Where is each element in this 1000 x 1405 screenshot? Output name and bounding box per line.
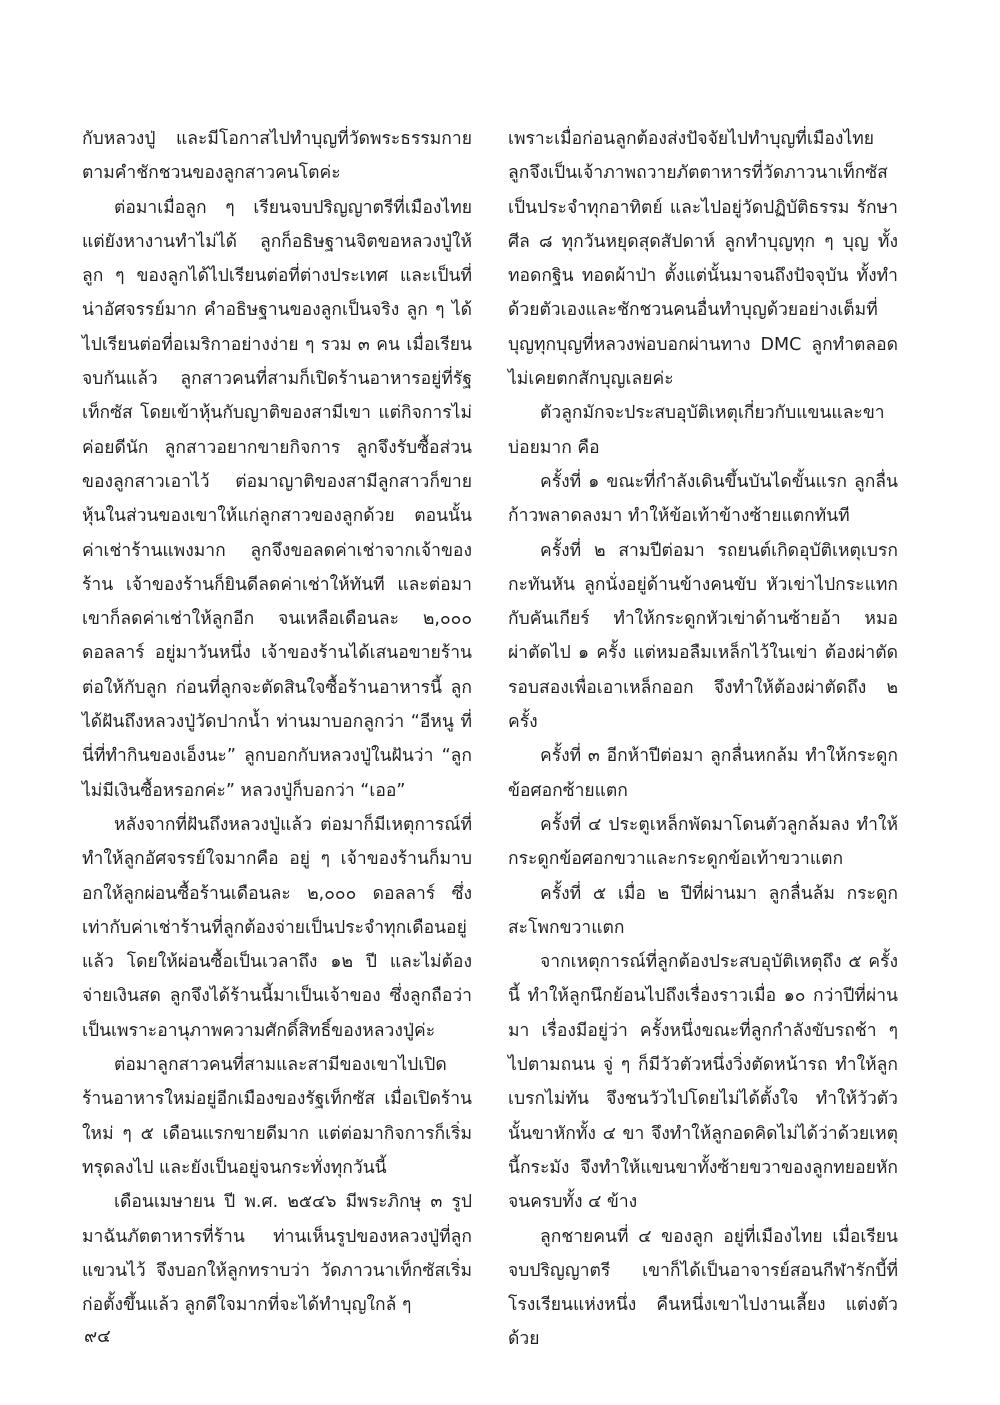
page-number: ๙๔ [84, 1326, 111, 1347]
paragraph: ต่อมาลูกสาวคนที่สามและสามีของเขาไปเปิดร้านอาหารใหม่อยู่อีกเมืองของรัฐเท็กซัส เมื่อเปิดร้านใหม่ ๆ ๕ เดือนแรกขายดีมาก แต่ต่อมากิจการก็เริ่มทรุดลงไป และยังเป็นอยู่จนกระทั่งทุกวันนี้ [82, 1055, 472, 1178]
paragraph: ลูกชายคนที่ ๔ ของลูก อยู่ที่เมืองไทย เมื่อเรียนจบปริญญาตรี เขาก็ได้เป็นอาจารย์สอนกีฬารักบี้ที่โรงเรียนแห่งหนึ่ง คืนหนึ่งเขาไปงานเลี้ยง แต่งตัวด้วย [508, 1226, 898, 1350]
paragraph: ต่อมาเมื่อลูก ๆ เรียนจบปริญญาตรีที่เมืองไทย แต่ยังหางานทำไม่ได้ ลูกก็อธิษฐานจิตขอหลวงปู่ให้ลูก ๆ ของลูกได้ไปเรียนต่อที่ต่างประเทศ และเป็นที่น่าอัศจรรย์มาก คำอธิษฐานของลูกเป็นจริง ลูก ๆ ได้ไปเรียนต่อที่อเมริกาอย่างง่าย ๆ รวม ๓ คน เมื่อเรียนจบกันแล้ว ลูกสาวคนที่สามก็เปิดร้านอาหารอยู่ที่รัฐเท็กซัส โดยเข้าหุ้นกับญาติของสามีเขา แต่กิจการไม่ค่อยดีนัก ลูกสาวอยากขายกิจการ ลูกจึงรับซื้อส่วนของลูกสาวเอาไว้ ต่อมาญาติของสามีลูกสาวก็ขายหุ้นในส่วนของเขาให้แก่ลูกสาวของลูกด้วย ตอนนั้นค่าเช่าร้านแพงมาก ลูกจึงขอลดค่าเช่าจากเจ้าของร้าน เจ้าของร้านก็ยินดีลดค่าเช่าให้ทันที และต่อมาเขาก็ลดค่าเช่าให้ลูกอีก จนเหลือเดือนละ ๒,๐๐๐ ดอลลาร์ อยู่มาวันหนึ่ง เจ้าของร้านได้เสนอขายร้านต่อให้กับลูก ก่อนที่ลูกจะตัดสินใจซื้อร้านอาหารนี้ ลูกได้ฝันถึงหลวงปู่วัดปากน้ำ ท่านมาบอกลูกว่า “อีหนู ที่นี่ที่ทำกินของเอ็งนะ” ลูกบอกกับหลวงปู่ในฝันว่า “ลูกไม่มีเงินซื้อหรอกค่ะ” หลวงปู่ก็บอกว่า “เออ” [82, 197, 472, 801]
paragraph: ครั้งที่ ๑ ขณะที่กำลังเดินขึ้นบันไดขั้นแรก ลูกลื่นก้าวพลาดลงมา ทำให้ข้อเท้าข้างซ้ายแตกทันที [508, 471, 898, 527]
right-column [508, 122, 898, 1357]
paragraph: หลังจากที่ฝันถึงหลวงปู่แล้ว ต่อมาก็มีเหตุการณ์ที่ทำให้ลูกอัศจรรย์ใจมากคือ อยู่ ๆ เจ้าของร้านก็มาบอกให้ลูกผ่อนซื้อร้านเดือนละ ๒,๐๐๐ ดอลลาร์ ซึ่งเท่ากับค่าเช่าร้านที่ลูกต้องจ่ายเป็นประจำทุกเดือนอยู่แล้ว โดยให้ผ่อนซื้อเป็นเวลาถึง ๑๒ ปี และไม่ต้องจ่ายเงินสด ลูกจึงได้ร้านนี้มาเป็นเจ้าของ ซึ่งลูกถือว่าเป็นเพราะอานุภาพความศักดิ์สิทธิ์ของหลวงปู่ค่ะ [82, 814, 472, 1041]
paragraph: ครั้งที่ ๕ เมื่อ ๒ ปีที่ผ่านมา ลูกลื่นล้ม กระดูกสะโพกขวาแตก [508, 883, 898, 938]
paragraph: ครั้งที่ ๓ อีกห้าปีต่อมา ลูกลื่นหกล้ม ทำให้กระดูกข้อศอกซ้ายแตก [508, 746, 898, 801]
paragraph: ตัวลูกมักจะประสบอุบัติเหตุเกี่ยวกับแขนและขาบ่อยมาก คือ [508, 403, 885, 458]
paragraph: จากเหตุการณ์ที่ลูกต้องประสบอุบัติเหตุถึง ๕ ครั้งนี้ ทำให้ลูกนึกย้อนไปถึงเรื่องราวเมื่อ ๑๐ กว่าปีที่ผ่านมา เรื่องมีอยู่ว่า ครั้งหนึ่งขณะที่ลูกกำลังขับรถช้า ๆ ไปตามถนน จู่ ๆ ก็มีวัวตัวหนึ่งวิ่งตัดหน้ารถ ทำให้ลูกเบรกไม่ทัน จึงชนวัวไปโดยไม่ได้ตั้งใจ ทำให้วัวตัวนั้นขาหักทั้ง ๔ ขา จึงทำให้ลูกอดคิดไม่ได้ว่าด้วยเหตุนี้กระมัง จึงทำให้แขนขาทั้งซ้ายขวาของลูกทยอยหักจนครบทั้ง ๔ ข้าง [508, 952, 898, 1213]
paragraph: เพราะเมื่อก่อนลูกต้องส่งปัจจัยไปทำบุญที่เมืองไทย ลูกจึงเป็นเจ้าภาพถวายภัตตาหารที่วัดภาวนาเท็กซัสเป็นประจำทุกอาทิตย์ และไปอยู่วัดปฏิบัติธรรม รักษาศีล ๘ ทุกวันหยุดสุดสัปดาห์ ลูกทำบุญทุก ๆ บุญ ทั้งทอดกฐิน ทอดผ้าป่า ตั้งแต่นั้นมาจนถึงปัจจุบัน ทั้งทำด้วยตัวเองและชักชวนคนอื่นทำบุญด้วยอย่างเต็มที่ บุญทุกบุญที่หลวงพ่อบอกผ่านทาง DMC ลูกทำตลอดไม่เคยตกสักบุญเลยค่ะ [508, 129, 898, 390]
left-column [82, 122, 472, 1322]
paragraph: เดือนเมษายน ปี พ.ศ. ๒๕๔๖ มีพระภิกษุ ๓ รูป มาฉันภัตตาหารที่ร้าน ท่านเห็นรูปของหลวงปู่ที่ลูกแขวนไว้ จึงบอกให้ลูกทราบว่า วัดภาวนาเท็กซัสเริ่มก่อตั้งขึ้นแล้ว ลูกดีใจมากที่จะได้ทำบุญใกล้ ๆ [82, 1192, 472, 1316]
paragraph: กับหลวงปู่ และมีโอกาสไปทำบุญที่วัดพระธรรมกาย ตามคำชักชวนของลูกสาวคนโตค่ะ [82, 129, 472, 184]
paragraph: ครั้งที่ ๒ สามปีต่อมา รถยนต์เกิดอุบัติเหตุเบรกกะทันหัน ลูกนั่งอยู่ด้านข้างคนขับ หัวเข่าไปกระแทกกับคันเกียร์ ทำให้กระดูกหัวเข่าด้านซ้ายอ้า หมอผ่าตัดไป ๑ ครั้ง แต่หมอลืมเหล็กไว้ในเข่า ต้องผ่าตัดรอบสองเพื่อเอาเหล็กออก จึงทำให้ต้องผ่าตัดถึง ๒ ครั้ง [508, 540, 898, 733]
paragraph: ครั้งที่ ๔ ประตูเหล็กพัดมาโดนตัวลูกล้มลง ทำให้กระดูกข้อศอกขวาและกระดูกข้อเท้าขวาแตก [508, 814, 898, 870]
